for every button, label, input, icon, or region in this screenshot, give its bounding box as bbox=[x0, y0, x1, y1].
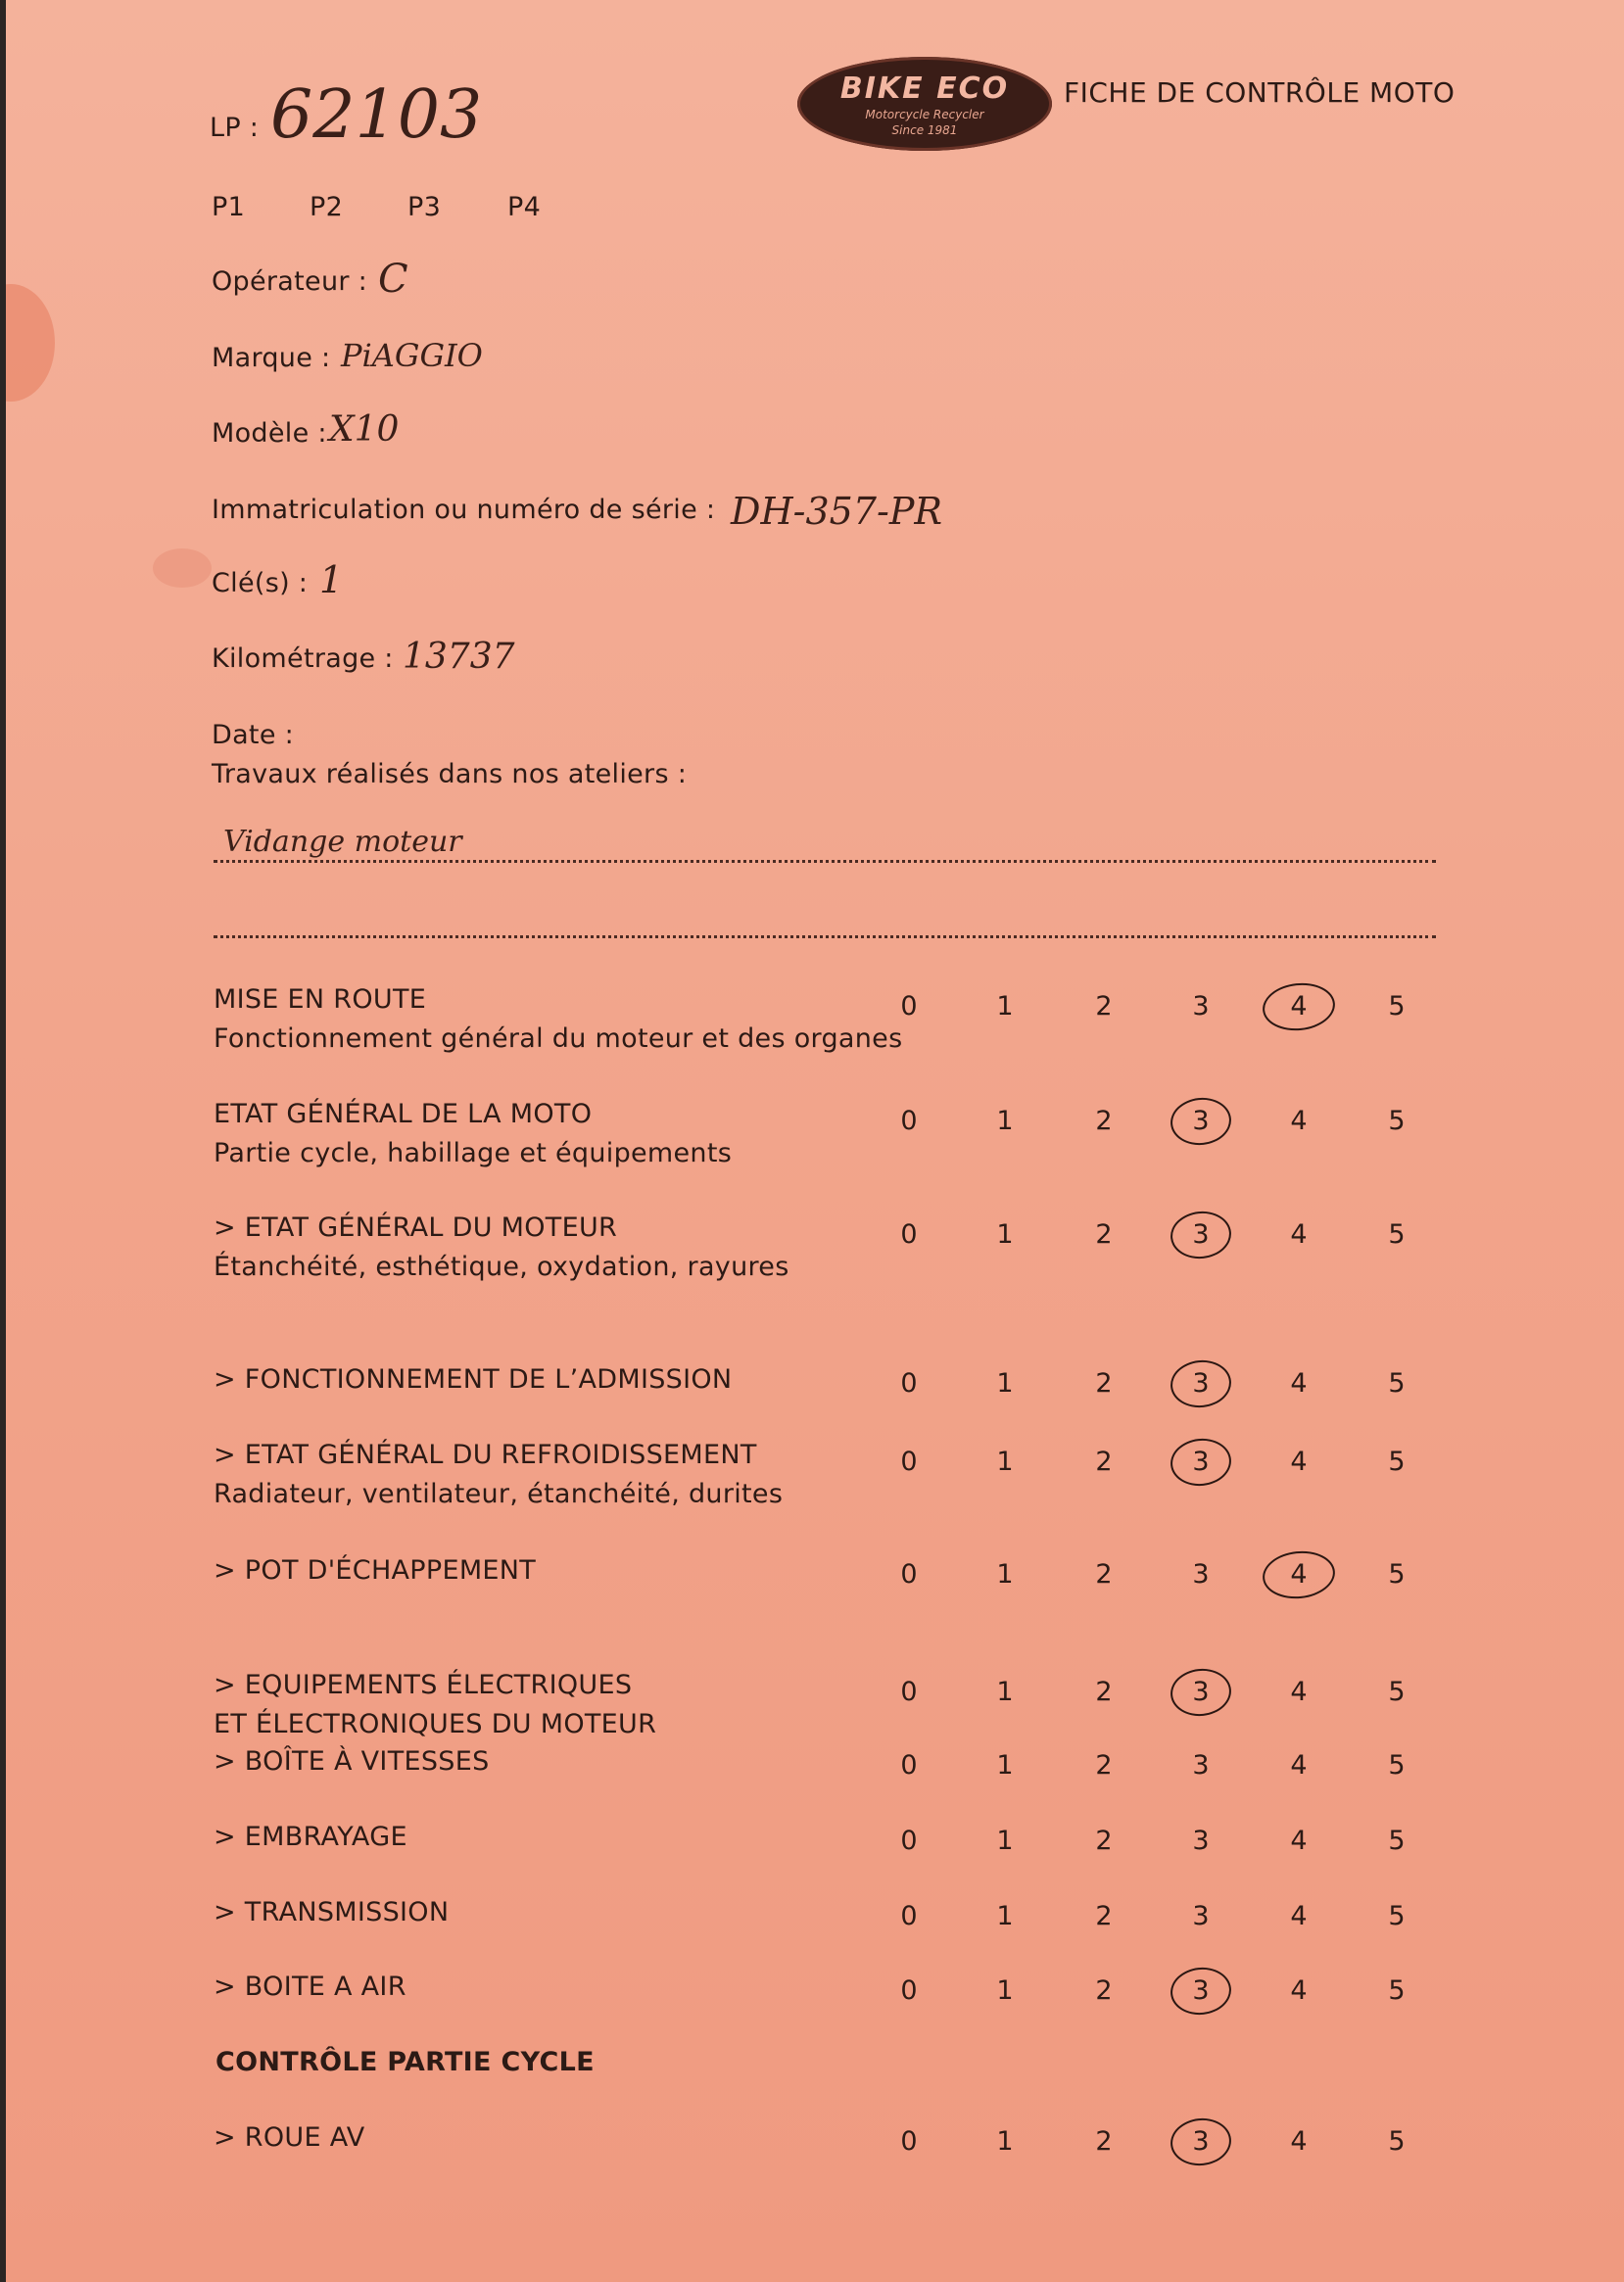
check-row-2-score-0: 0 bbox=[900, 1219, 918, 1250]
check-row-3-score-1: 1 bbox=[996, 1368, 1014, 1399]
logo-name: BIKE ECO bbox=[839, 71, 1010, 106]
date-label: Date : bbox=[212, 720, 295, 750]
check-row-1-score-1: 1 bbox=[996, 1106, 1014, 1136]
marque-value: PiAGGIO bbox=[341, 337, 483, 374]
modele-label: Modèle : bbox=[212, 418, 327, 449]
check-row-9-score-1: 1 bbox=[996, 1901, 1014, 1931]
cycle-row-0-selected-rating bbox=[1169, 2116, 1234, 2168]
check-row-7-score-3: 3 bbox=[1192, 1750, 1210, 1781]
check-row-3-score-3: 3 bbox=[1192, 1368, 1210, 1399]
cycle-row-0-score-5: 5 bbox=[1388, 2126, 1406, 2157]
check-row-6-score-5: 5 bbox=[1388, 1677, 1406, 1707]
paper-stain bbox=[6, 284, 55, 402]
check-row-4-score-1: 1 bbox=[996, 1447, 1014, 1477]
position-p4: P4 bbox=[507, 192, 542, 222]
check-row-7-score-4: 4 bbox=[1290, 1750, 1308, 1781]
check-row-10-score-5: 5 bbox=[1388, 1975, 1406, 2006]
position-p3: P3 bbox=[407, 192, 442, 222]
check-row-10-score-1: 1 bbox=[996, 1975, 1014, 2006]
check-row-2-sub: Étanchéité, esthétique, oxydation, rayures bbox=[214, 1252, 789, 1282]
check-row-1-score-2: 2 bbox=[1095, 1106, 1113, 1136]
paper-stain bbox=[153, 548, 212, 588]
bike-eco-logo bbox=[797, 57, 1052, 151]
check-row-6-score-4: 4 bbox=[1290, 1677, 1308, 1707]
check-row-10-score-2: 2 bbox=[1095, 1975, 1113, 2006]
check-row-7-score-5: 5 bbox=[1388, 1750, 1406, 1781]
check-row-2-selected-rating bbox=[1169, 1209, 1234, 1261]
cles-value: 1 bbox=[319, 558, 344, 601]
modele-value: X10 bbox=[329, 409, 400, 450]
check-row-3-score-5: 5 bbox=[1388, 1368, 1406, 1399]
check-row-9-score-4: 4 bbox=[1290, 1901, 1308, 1931]
operateur-label: Opérateur : bbox=[212, 266, 368, 297]
check-row-2-score-2: 2 bbox=[1095, 1219, 1113, 1250]
check-row-5-score-0: 0 bbox=[900, 1559, 918, 1590]
check-row-4-label: > ETAT GÉNÉRAL DU REFROIDISSEMENT bbox=[214, 1440, 757, 1470]
cycle-row-0-score-3: 3 bbox=[1192, 2126, 1210, 2157]
check-row-10-score-0: 0 bbox=[900, 1975, 918, 2006]
logo-since: Since 1981 bbox=[891, 122, 958, 137]
cycle-row-0-score-0: 0 bbox=[900, 2126, 918, 2157]
check-row-8-score-0: 0 bbox=[900, 1826, 918, 1856]
check-row-4-selected-rating bbox=[1169, 1436, 1234, 1489]
check-row-6-score-0: 0 bbox=[900, 1677, 918, 1707]
check-row-0-score-5: 5 bbox=[1388, 991, 1406, 1022]
check-row-3-score-4: 4 bbox=[1290, 1368, 1308, 1399]
check-row-7-score-2: 2 bbox=[1095, 1750, 1113, 1781]
check-row-6-score-2: 2 bbox=[1095, 1677, 1113, 1707]
check-row-3-score-2: 2 bbox=[1095, 1368, 1113, 1399]
check-row-1-score-5: 5 bbox=[1388, 1106, 1406, 1136]
lp-value: 62103 bbox=[270, 76, 483, 154]
immatriculation-label: Immatriculation ou numéro de série : bbox=[212, 495, 716, 525]
position-p1: P1 bbox=[212, 192, 246, 222]
check-row-8-score-3: 3 bbox=[1192, 1826, 1210, 1856]
marque-label: Marque : bbox=[212, 343, 331, 373]
check-row-0-selected-rating bbox=[1261, 979, 1338, 1033]
check-row-0-score-0: 0 bbox=[900, 991, 918, 1022]
check-row-9-score-0: 0 bbox=[900, 1901, 918, 1931]
check-row-5-score-5: 5 bbox=[1388, 1559, 1406, 1590]
position-p2: P2 bbox=[310, 192, 344, 222]
check-row-6-selected-rating bbox=[1169, 1666, 1234, 1719]
check-row-0-score-2: 2 bbox=[1095, 991, 1113, 1022]
travaux-label: Travaux réalisés dans nos ateliers : bbox=[212, 759, 688, 789]
cycle-row-0-score-2: 2 bbox=[1095, 2126, 1113, 2157]
kilometrage-value: 13737 bbox=[403, 637, 515, 677]
check-row-10-score-3: 3 bbox=[1192, 1975, 1210, 2006]
check-row-4-score-0: 0 bbox=[900, 1447, 918, 1477]
check-row-4-score-2: 2 bbox=[1095, 1447, 1113, 1477]
sheet-title: FICHE DE CONTRÔLE MOTO bbox=[1064, 76, 1456, 109]
check-row-2-score-1: 1 bbox=[996, 1219, 1014, 1250]
check-row-8-score-2: 2 bbox=[1095, 1826, 1113, 1856]
check-row-4-score-5: 5 bbox=[1388, 1447, 1406, 1477]
check-row-5-score-1: 1 bbox=[996, 1559, 1014, 1590]
kilometrage-label: Kilométrage : bbox=[212, 643, 394, 674]
check-row-8-score-1: 1 bbox=[996, 1826, 1014, 1856]
check-row-0-sub: Fonctionnement général du moteur et des organes bbox=[214, 1023, 903, 1054]
check-row-10-selected-rating bbox=[1169, 1965, 1234, 2018]
check-row-2-score-4: 4 bbox=[1290, 1219, 1308, 1250]
check-row-5-score-2: 2 bbox=[1095, 1559, 1113, 1590]
check-row-2-score-5: 5 bbox=[1388, 1219, 1406, 1250]
cycle-row-0-score-1: 1 bbox=[996, 2126, 1014, 2157]
check-row-4-sub: Radiateur, ventilateur, étanchéité, durites bbox=[214, 1479, 784, 1509]
check-row-8-label: > EMBRAYAGE bbox=[214, 1822, 407, 1852]
travaux-value: Vidange moteur bbox=[223, 825, 462, 859]
check-row-6-label: > EQUIPEMENTS ÉLECTRIQUES bbox=[214, 1670, 633, 1700]
check-row-9-score-5: 5 bbox=[1388, 1901, 1406, 1931]
check-row-1-score-4: 4 bbox=[1290, 1106, 1308, 1136]
check-row-1-score-3: 3 bbox=[1192, 1106, 1210, 1136]
check-row-3-score-0: 0 bbox=[900, 1368, 918, 1399]
cycle-row-0-score-4: 4 bbox=[1290, 2126, 1308, 2157]
lp-label: LP : bbox=[210, 113, 260, 143]
check-row-2-score-3: 3 bbox=[1192, 1219, 1210, 1250]
check-row-6-score-3: 3 bbox=[1192, 1677, 1210, 1707]
check-row-1-selected-rating bbox=[1169, 1095, 1234, 1148]
check-row-0-score-3: 3 bbox=[1192, 991, 1210, 1022]
travaux-line-1 bbox=[214, 860, 1436, 863]
check-row-0-label: MISE EN ROUTE bbox=[214, 984, 427, 1015]
check-row-5-selected-rating bbox=[1261, 1547, 1338, 1601]
check-row-6-score-1: 1 bbox=[996, 1677, 1014, 1707]
check-row-5-score-3: 3 bbox=[1192, 1559, 1210, 1590]
check-row-2-label: > ETAT GÉNÉRAL DU MOTEUR bbox=[214, 1212, 618, 1243]
immatriculation-value: DH-357-PR bbox=[731, 490, 942, 533]
control-sheet bbox=[6, 0, 1624, 2282]
check-row-4-score-3: 3 bbox=[1192, 1447, 1210, 1477]
check-row-1-label: ETAT GÉNÉRAL DE LA MOTO bbox=[214, 1099, 593, 1129]
check-row-10-score-4: 4 bbox=[1290, 1975, 1308, 2006]
check-row-1-sub: Partie cycle, habillage et équipements bbox=[214, 1138, 733, 1168]
section-cycle-title: CONTRÔLE PARTIE CYCLE bbox=[215, 2047, 595, 2077]
check-row-8-score-4: 4 bbox=[1290, 1826, 1308, 1856]
check-row-7-score-1: 1 bbox=[996, 1750, 1014, 1781]
check-row-0-score-1: 1 bbox=[996, 991, 1014, 1022]
check-row-9-label: > TRANSMISSION bbox=[214, 1897, 450, 1927]
check-row-6-sub: ET ÉLECTRONIQUES DU MOTEUR bbox=[214, 1709, 657, 1739]
check-row-9-score-2: 2 bbox=[1095, 1901, 1113, 1931]
check-row-5-label: > POT D'ÉCHAPPEMENT bbox=[214, 1555, 537, 1586]
travaux-line-2 bbox=[214, 935, 1436, 938]
check-row-7-score-0: 0 bbox=[900, 1750, 918, 1781]
operateur-value: C bbox=[378, 257, 408, 302]
check-row-3-label: > FONCTIONNEMENT DE L’ADMISSION bbox=[214, 1364, 733, 1395]
check-row-8-score-5: 5 bbox=[1388, 1826, 1406, 1856]
check-row-1-score-0: 0 bbox=[900, 1106, 918, 1136]
logo-tagline: Motorcycle Recycler bbox=[865, 107, 984, 121]
check-row-7-label: > BOÎTE À VITESSES bbox=[214, 1746, 490, 1777]
check-row-3-selected-rating bbox=[1169, 1357, 1234, 1410]
check-row-0-score-4: 4 bbox=[1290, 991, 1308, 1022]
check-row-5-score-4: 4 bbox=[1290, 1559, 1308, 1590]
check-row-10-label: > BOITE A AIR bbox=[214, 1972, 406, 2002]
cycle-row-0-label: > ROUE AV bbox=[214, 2122, 365, 2153]
cles-label: Clé(s) : bbox=[212, 568, 309, 598]
check-row-4-score-4: 4 bbox=[1290, 1447, 1308, 1477]
check-row-9-score-3: 3 bbox=[1192, 1901, 1210, 1931]
